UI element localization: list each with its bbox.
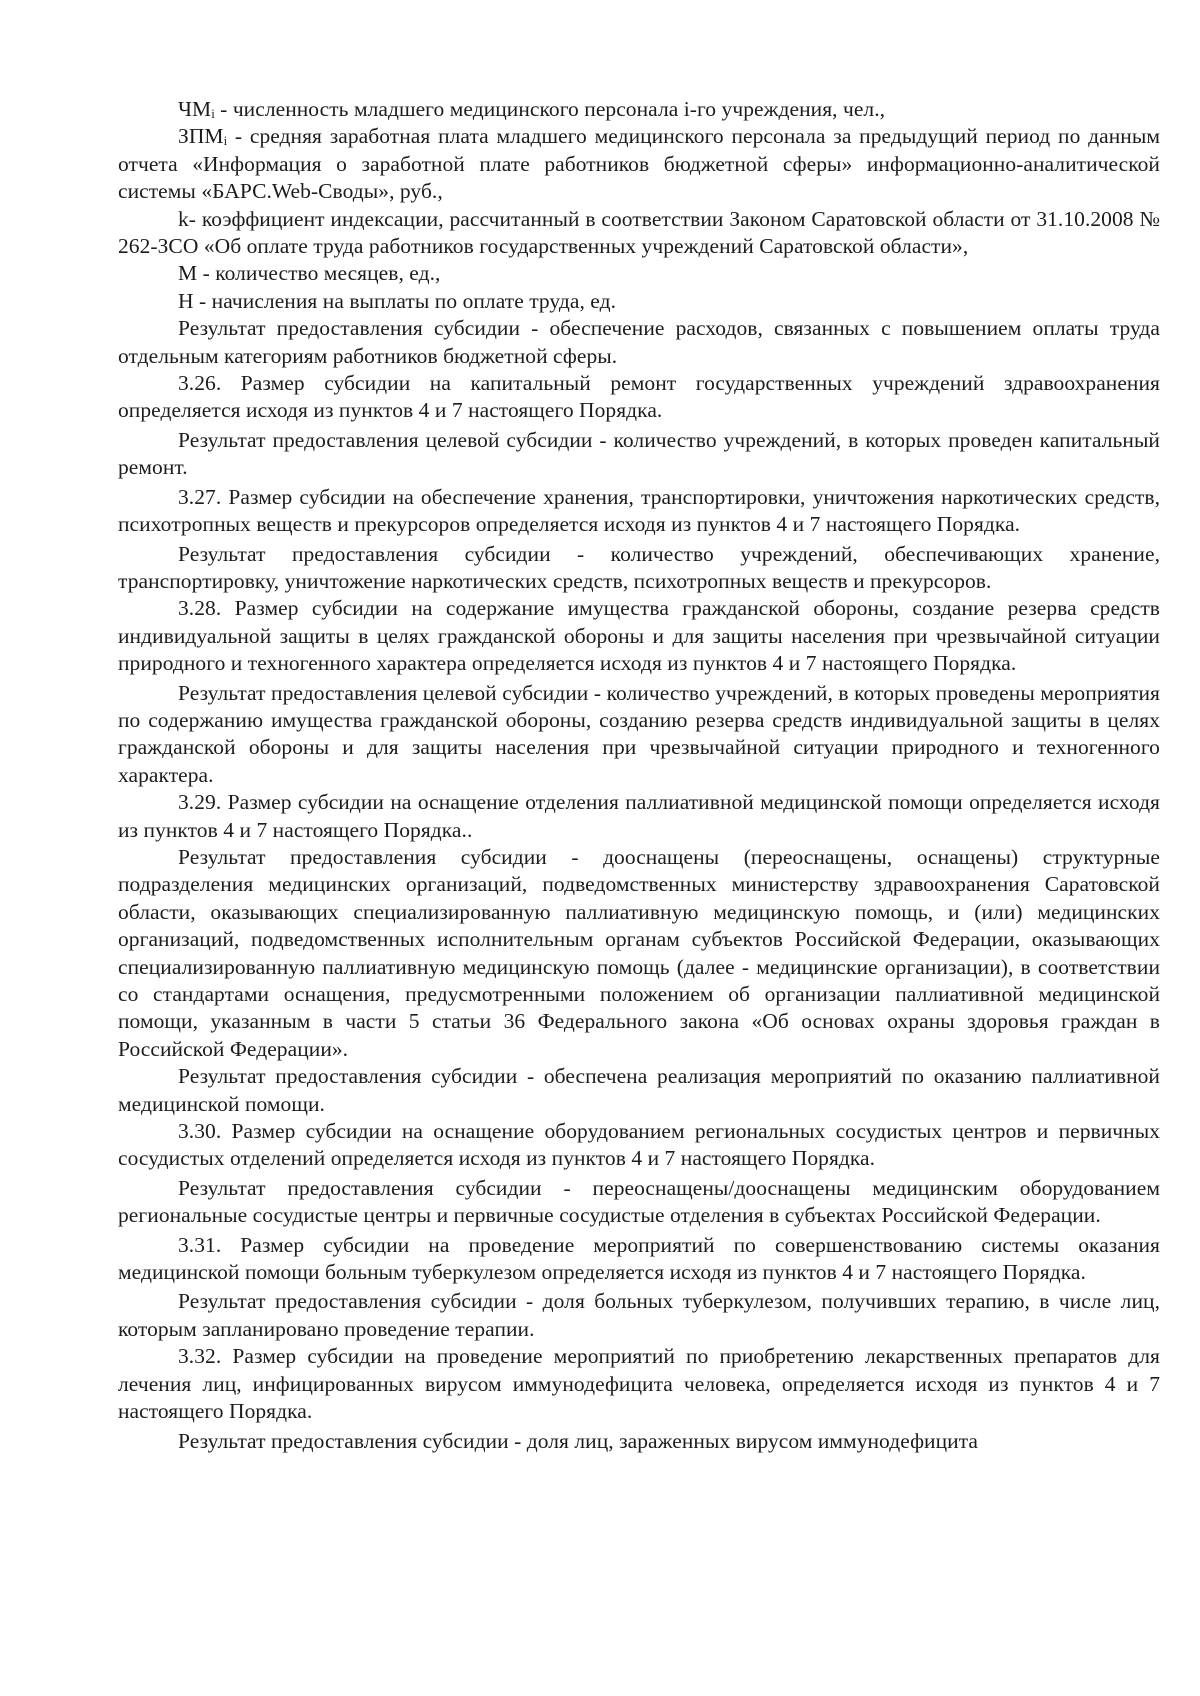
paragraph-zpm-definition: ЗПМᵢ - средняя заработная плата младшего медицинского персонала за предыдущий период по данным отчета «Информация о заработной плате работников бюджетной сферы» информационно-аналитической системы «БАРС.Web-Своды», руб.,: [118, 124, 1160, 204]
document-page: [118, 96, 1160, 1455]
paragraph-result-3-31: Результат предоставления субсидии - доля больных туберкулезом, получивших терапию, в числе лиц, которым запланировано проведение терапии.: [118, 1289, 1160, 1341]
paragraph-3-29: 3.29. Размер субсидии на оснащение отделения паллиативной медицинской помощи определяется исходя из пунктов 4 и 7 настоящего Порядка..: [118, 790, 1160, 842]
paragraph-result-wage: Результат предоставления субсидии - обеспечение расходов, связанных с повышением оплаты труда отдельным категориям работников бюджетной сферы.: [118, 316, 1160, 368]
paragraph-m-definition: М - количество месяцев, ед.,: [178, 261, 441, 286]
paragraph-result-3-28: Результат предоставления целевой субсидии - количество учреждений, в которых проведены мероприятия по содержанию имущества гражданской обороны, созданию резерва средств индивидуальной защиты в целях гражданской обороны и для защиты населения при чрезвычайной ситуации природного и техногенного характера.: [118, 680, 1160, 787]
paragraph-chm-definition: ЧМᵢ - численность младшего медицинского персонала i-го учреждения, чел.,: [178, 97, 886, 121]
paragraph-result-3-29-b: Результат предоставления субсидии - обеспечена реализация мероприятий по оказанию паллиативной медицинской помощи.: [118, 1064, 1160, 1116]
paragraph-n-definition: Н - начисления на выплаты по оплате труда, ед.: [178, 288, 617, 313]
paragraph-k-definition: k- коэффициент индексации, рассчитанный в соответствии Законом Саратовской области от 31.10.2008 № 262-ЗСО «Об оплате труда работников государственных учреждений Саратовской области»,: [118, 206, 1160, 259]
paragraph-3-32: 3.32. Размер субсидии на проведение мероприятий по приобретению лекарственных препаратов для лечения лиц, инфицированных вирусом иммунодефицита человека, определяется исходя из пунктов 4 и 7 настоящего Порядка.: [118, 1344, 1160, 1424]
paragraph-3-30: 3.30. Размер субсидии на оснащение оборудованием региональных сосудистых центров и первичных сосудистых отделений определяется исходя из пунктов 4 и 7 настоящего Порядка.: [118, 1119, 1160, 1171]
paragraph-3-27: 3.27. Размер субсидии на обеспечение хранения, транспортировки, уничтожения наркотических средств, психотропных веществ и прекурсоров определяется исходя из пунктов 4 и 7 настоящего Порядка.: [118, 484, 1160, 537]
paragraph-3-26: 3.26. Размер субсидии на капитальный ремонт государственных учреждений здравоохранения определяется исходя из пунктов 4 и 7 настоящего Порядка.: [118, 371, 1160, 423]
paragraph-result-3-26: Результат предоставления целевой субсидии - количество учреждений, в которых проведен капитальный ремонт.: [118, 427, 1160, 480]
paragraph-result-3-27: Результат предоставления субсидии - количество учреждений, обеспечивающих хранение, транспортировку, уничтожение наркотических средств, психотропных веществ и прекурсоров.: [118, 541, 1160, 593]
paragraph-3-31: 3.31. Размер субсидии на проведение мероприятий по совершенствованию системы оказания медицинской помощи больным туберкулезом определяется исходя из пунктов 4 и 7 настоящего Порядка.: [118, 1232, 1160, 1285]
paragraph-result-3-32: Результат предоставления субсидии - доля лиц, зараженных вирусом иммунодефицита: [178, 1428, 979, 1453]
paragraph-3-28: 3.28. Размер субсидии на содержание имущества гражданской обороны, создание резерва средств индивидуальной защиты в целях гражданской обороны и для защиты населения при чрезвычайной ситуации природного и техногенного характера определяется исходя из пунктов 4 и 7 настоящего Порядка.: [118, 596, 1160, 676]
paragraph-result-3-30: Результат предоставления субсидии - переоснащены/дооснащены медицинским оборудованием региональные сосудистые центры и первичные сосудистые отделения в субъектах Российской Федерации.: [118, 1175, 1160, 1228]
paragraph-result-3-29-a: Результат предоставления субсидии - дооснащены (переоснащены, оснащены) структурные подразделения медицинских организаций, подведомственных министерству здравоохранения Саратовской области, оказывающих специализированную паллиативную медицинскую помощь, и (или) медицинских организаций, подведомственных исполнительным органам субъектов Российской Федерации, оказывающих специализированную паллиативную медицинскую помощь (далее - медицинские организации), в соответствии со стандартами оснащения, предусмотренными положением об организации паллиативной медицинской помощи, указанным в части 5 статьи 36 Федерального закона «Об основах охраны здоровья граждан в Российской Федерации».: [118, 844, 1160, 1061]
